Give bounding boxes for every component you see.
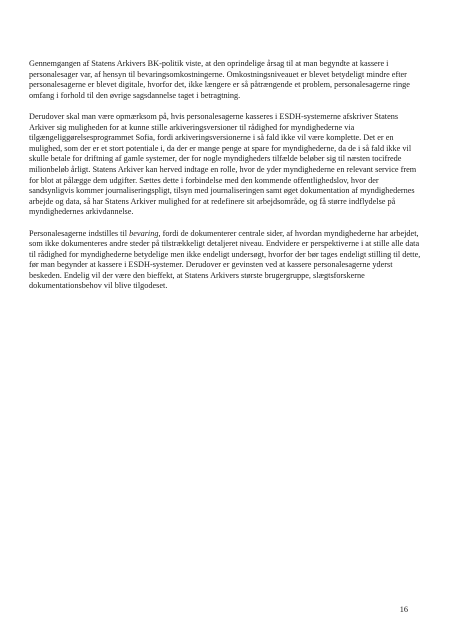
- body-text: [29, 59, 423, 303]
- paragraph-3-emphasis: bevaring: [129, 228, 159, 238]
- paragraph-2: Derudover skal man være opmærksom på, hvis personalesagerne kasseres i ESDH-systemerne afskriver Statens Arkiver sig muligheden for at kunne stille arkiveringsversioner til rådighed for myndighederne via tilgængeliggørelsesprogrammet Sofia, fordi arkiveringsversionerne i så fald ikke vil være komplette. Det er en mulighed, som der er et stort potentiale i, da der er mange penge at spare for myndighederne, da de i så fald ikke vil skulle betale for driftning af gamle systemer, der for nogle myndigheders tilfælde beløber sig til næsten tocifrede milionbeløb årligt. Statens Arkiver kan herved indtage en rolle, hvor de yder myndighederne en relevant service frem for blot at pålægge dem udgifter. Sættes dette i forbindelse med den kommende offentlighedslov, hvor der sandsynligvis kommer journaliseringspligt, tilsyn med journaliseringen samt øget dokumentation af myndighedernes arbejde og data, så har Statens Arkiver mulighed for at redefinere sit arbejdsområde, og få større indflydelse på myndighedernes arkivdannelse.: [29, 111, 417, 217]
- page-number: 16: [399, 605, 408, 614]
- paragraph-3-end: , fordi de dokumenterer centrale sider, af hvordan myndighederne har arbejdet, som ikke dokumenteres andre steder på tilstrækkeligt detaljeret niveau. Endvidere er perspektiverne i at stille alle data til rådighed for myndighederne betydelige men ikke endeligt undersøgt, hvorfor der bør tages endeligt stilling til dette, før man begynder at kassere i ESDH-systemer. Derudover er gevinsten ved at kassere personalesagerne yderst beskeden. Endelig vil der være den bieffekt, at Statens Arkivers største brugergruppe, slægtsforskerne dokumentationsbehov vil blive tilgodeset.: [29, 228, 421, 291]
- paragraph-1: Gennemgangen af Statens Arkivers BK-politik viste, at den oprindelige årsag til at man begyndte at kassere i personalesager var, af hensyn til bevaringsomkostningerne. Omkostningsniveauet er blevet betydeligt mindre efter personalesagerne er blevet digitale, hvorfor det, ikke længere er så påtrængende et problem, personalesagerne ringe omfang i forhold til den øvrige sagsdannelse taget i betragtning.: [29, 59, 410, 100]
- paragraph-3-start: Personalesagerne indstilles til: [29, 228, 130, 238]
- paragraph-3: [29, 229, 423, 293]
